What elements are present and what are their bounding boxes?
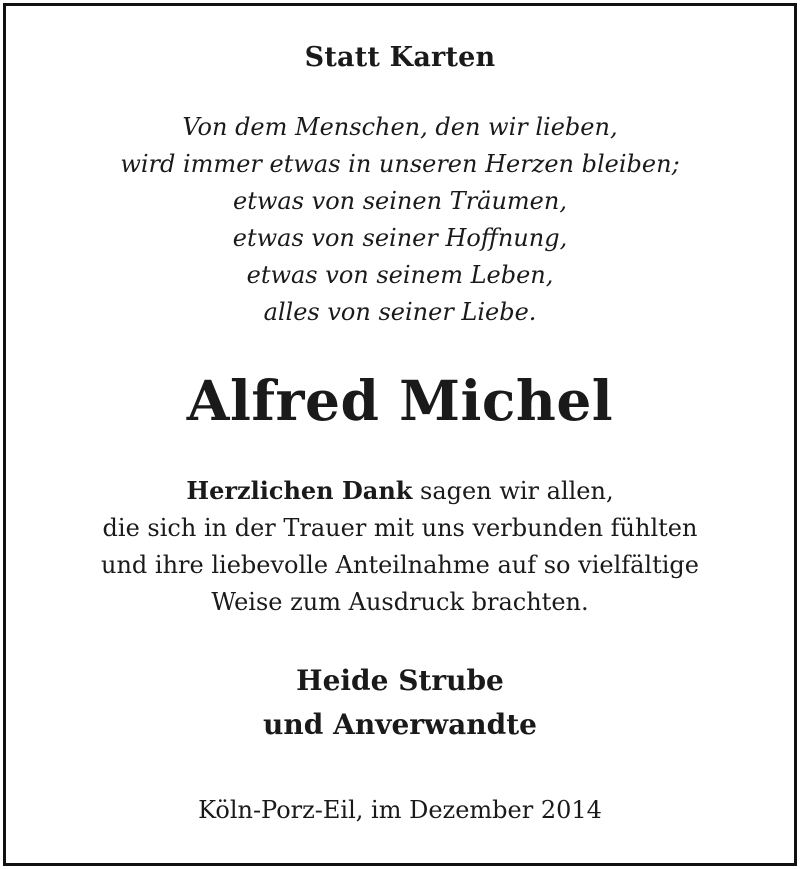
poem-line: Von dem Menschen, den wir lieben, bbox=[182, 113, 618, 141]
poem-line: etwas von seiner Hoffnung, bbox=[232, 224, 568, 252]
signers bbox=[6, 659, 794, 747]
thanks-message bbox=[6, 472, 794, 621]
notice-frame bbox=[3, 3, 797, 866]
notice-heading: Statt Karten bbox=[304, 42, 496, 73]
signer-line: Heide Strube bbox=[296, 664, 504, 697]
memorial-poem bbox=[6, 109, 794, 331]
thanks-lead-rest: sagen wir allen, bbox=[412, 477, 614, 505]
signer-line: und Anverwandte bbox=[263, 708, 537, 741]
poem-line: etwas von seinem Leben, bbox=[246, 261, 554, 289]
thanks-line: die sich in der Trauer mit uns verbunden fühlten bbox=[102, 514, 698, 542]
thanks-bold-lead: Herzlichen Dank bbox=[186, 476, 413, 505]
thanks-line: Weise zum Ausdruck brachten. bbox=[211, 588, 589, 616]
deceased-name: Alfred Michel bbox=[186, 368, 614, 433]
poem-line: alles von seiner Liebe. bbox=[263, 298, 537, 326]
thanks-line bbox=[6, 472, 794, 510]
place-date: Köln-Porz-Eil, im Dezember 2014 bbox=[198, 796, 602, 824]
poem-line: wird immer etwas in unseren Herzen bleiben; bbox=[120, 150, 680, 178]
poem-line: etwas von seinen Träumen, bbox=[233, 187, 567, 215]
thanks-line: und ihre liebevolle Anteilnahme auf so vielfältige bbox=[101, 551, 699, 579]
